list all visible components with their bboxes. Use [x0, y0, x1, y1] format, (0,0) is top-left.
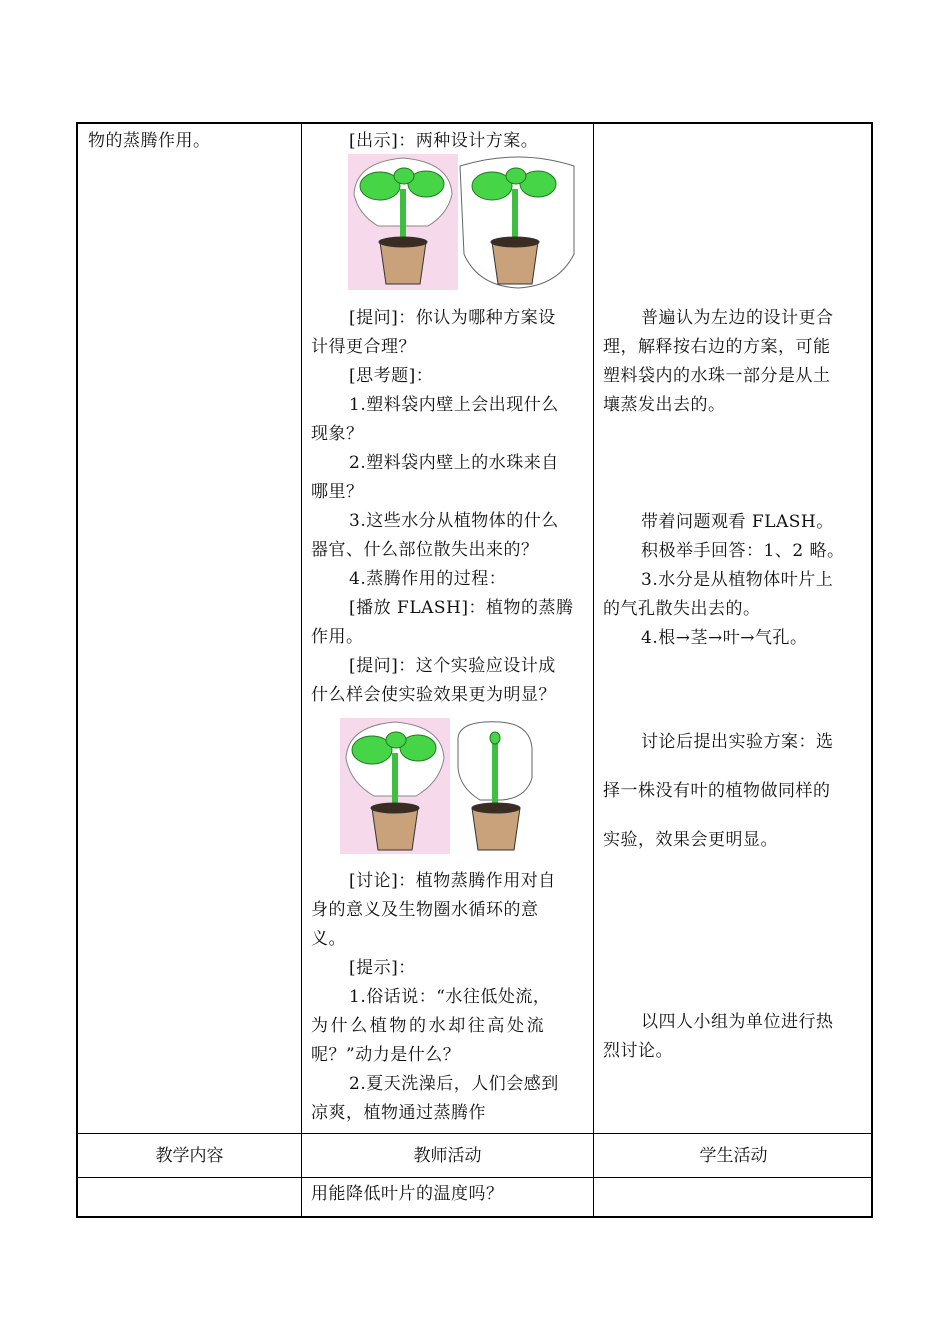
continued-line: 用能降低叶片的温度吗？: [311, 1184, 504, 1204]
hint-1-line-3: 呢？”动力是什么？: [311, 1045, 461, 1065]
header-teacher: 教师活动: [413, 1146, 482, 1166]
hint-1-line-1: 1.俗话说：“水往低处流，: [349, 987, 551, 1007]
teacher-cell-top: [311, 127, 589, 156]
show-design-text: [出示]：两种设计方案。: [349, 131, 539, 151]
hint-1-line-2: 为什么植物的水却往高处流: [311, 1016, 547, 1036]
teacher-cell-continued: [311, 1180, 589, 1209]
question-1-line-1: [提问]：你认为哪种方案设: [349, 308, 556, 328]
student-answer-2-line-5: 4.根→茎→叶→气孔。: [641, 628, 808, 648]
student-answer-2-line-3: 3.水分是从植物体叶片上: [641, 570, 834, 590]
discussion-line-3: 义。: [311, 929, 346, 949]
header-student: 学生活动: [699, 1146, 768, 1166]
question-2-line-2: 什么样会使实验效果更为明显？: [311, 685, 556, 705]
content-text: 物的蒸腾作用。: [88, 131, 211, 151]
student-answer-3-line-3: 实验，效果会更明显。: [603, 830, 778, 850]
header-content: 教学内容: [155, 1146, 224, 1166]
row-divider-header-top: [78, 1133, 871, 1134]
student-answer-4-line-2: 烈讨论。: [603, 1041, 673, 1061]
student-answer-1-line-2: 理，解释按右边的方案，可能: [603, 337, 831, 357]
student-answer-2-line-2: 积极举手回答：1、2 略。: [641, 541, 845, 561]
think-3-line-1: 3.这些水分从植物体的什么: [349, 511, 559, 531]
student-answer-3-line-2: 择一株没有叶的植物做同样的: [603, 781, 831, 801]
think-3-line-2: 器官、什么部位散失出来的？: [311, 540, 539, 560]
think-2-line-1: 2.塑料袋内壁上的水珠来自: [349, 453, 559, 473]
student-answer-2-line-4: 的气孔散失出去的。: [603, 599, 761, 619]
think-2-line-2: 哪里？: [311, 482, 364, 502]
student-answer-2-line-1: 带着问题观看 FLASH。: [641, 512, 834, 532]
student-answer-1-line-1: 普遍认为左边的设计更合: [641, 308, 834, 328]
student-answer-3-line-1: 讨论后提出实验方案：选: [641, 732, 834, 752]
hint-2-line-1: 2.夏天洗澡后，人们会感到: [349, 1074, 559, 1094]
question-2-line-1: [提问]：这个实验应设计成: [349, 656, 556, 676]
lesson-table: [76, 122, 873, 1218]
row-divider-header-bottom: [78, 1177, 871, 1178]
think-1-line-2: 现象？: [311, 424, 364, 444]
flash-line-2: 作用。: [311, 627, 364, 647]
leaf-vs-leafless-illustration: [340, 718, 536, 854]
teacher-cell-bottom: [311, 867, 589, 1128]
hint-heading: [提示]：: [349, 958, 416, 978]
teacher-cell-middle: [311, 304, 589, 710]
think-1-line-1: 1.塑料袋内壁上会出现什么: [349, 395, 559, 415]
column-divider-2: [593, 124, 594, 1216]
discussion-line-2: 身的意义及生物圈水循环的意: [311, 900, 539, 920]
student-answer-1-line-4: 壤蒸发出去的。: [603, 395, 726, 415]
column-divider-1: [301, 124, 302, 1216]
think-4-line: 4.蒸腾作用的过程：: [349, 569, 507, 589]
hint-2-line-2: 凉爽，植物通过蒸腾作: [311, 1103, 486, 1123]
student-cell-2: [603, 508, 869, 653]
student-cell-1: [603, 304, 869, 420]
student-answer-1-line-3: 塑料袋内的水珠一部分是从土: [603, 366, 831, 386]
student-cell-3: [603, 718, 869, 865]
think-heading: [思考题]：: [349, 366, 434, 386]
content-cell: [88, 127, 211, 156]
student-cell-4: [603, 1008, 869, 1066]
student-answer-4-line-1: 以四人小组为单位进行热: [641, 1012, 834, 1032]
question-1-line-2: 计得更合理？: [311, 337, 416, 357]
discussion-line-1: [讨论]：植物蒸腾作用对自: [349, 871, 556, 891]
flash-line-1: [播放 FLASH]：植物的蒸腾: [349, 598, 574, 618]
two-designs-illustration: [348, 154, 578, 290]
